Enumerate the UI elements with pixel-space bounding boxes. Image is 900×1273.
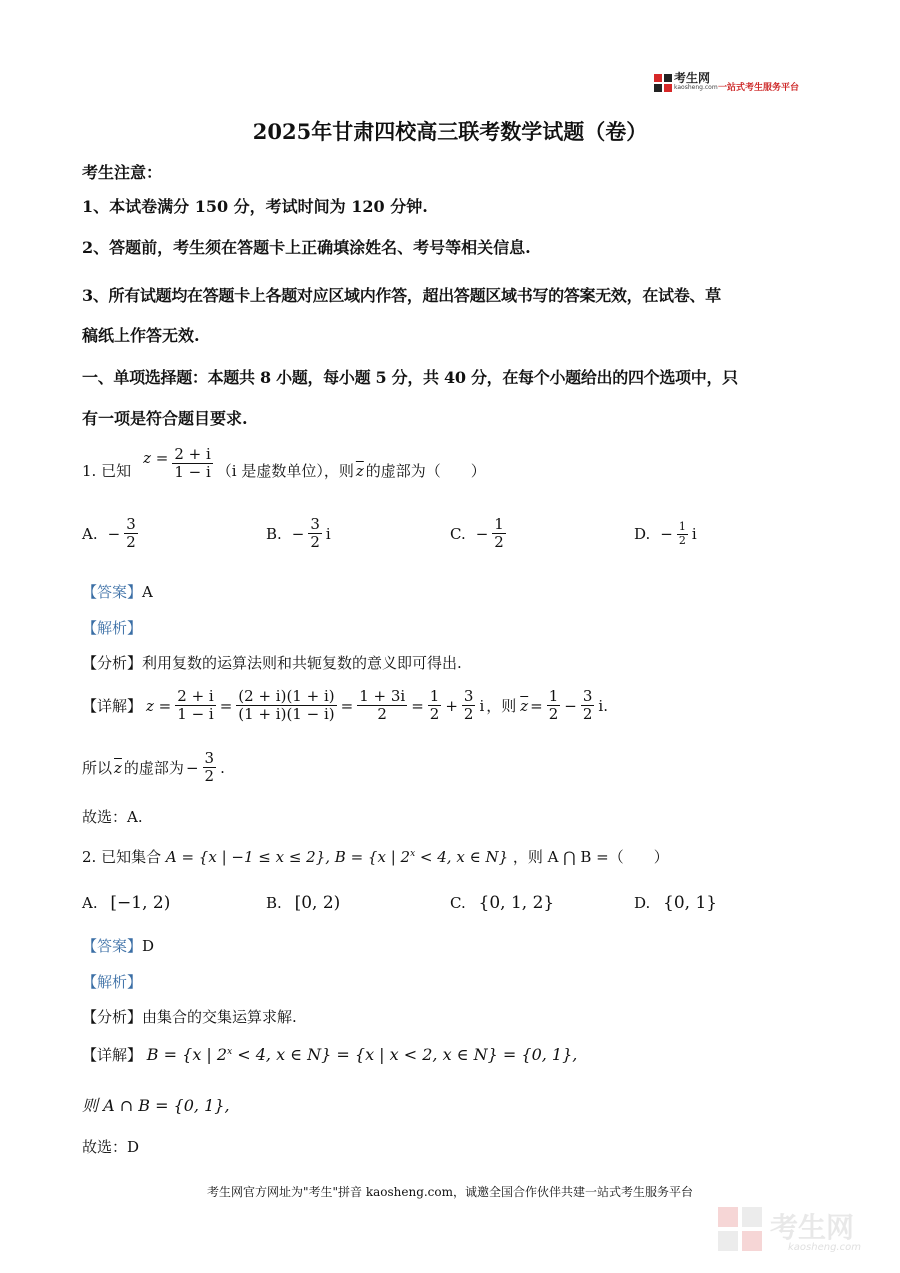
notice-heading: 考生注意： xyxy=(82,163,163,182)
q2-option-b xyxy=(266,893,340,913)
q2-option-a xyxy=(82,893,170,913)
q1-detail-end: i. xyxy=(598,696,608,715)
q1-option-a xyxy=(82,516,140,552)
q1-detail-z-eq: z = xyxy=(146,696,172,715)
q2-sup-x: x xyxy=(410,849,416,859)
q2-answer-tag: 【答案】 xyxy=(82,937,143,955)
q2-analysis-tag: 【解析】 xyxy=(82,973,143,991)
notice-item-2: 2、答题前，考生须在答题卡上正确填涂姓名、考号等相关信息. xyxy=(82,238,531,257)
q1-option-c-label: C. xyxy=(450,524,466,543)
q1-option-a-den: 2 xyxy=(126,533,136,552)
q1-option-b xyxy=(266,516,331,552)
q1-option-d-suffix: i xyxy=(691,525,697,544)
q1-answer-tag: 【答案】 xyxy=(82,583,143,601)
q1-detail-minus: − xyxy=(564,696,577,715)
q1-prefix: 1. 已知 xyxy=(82,462,132,481)
q1-option-b-den: 2 xyxy=(310,533,320,552)
q2-detail-a: B = {x | 2 xyxy=(146,1045,228,1064)
q2-option-d-value: {0, 1} xyxy=(663,893,718,913)
q1-z-label: z = xyxy=(143,448,169,467)
q1-answer-value: A xyxy=(142,583,153,601)
notice-item-3-line-2: 稿纸上作答无效. xyxy=(82,326,200,345)
q1-fenxi-text: 利用复数的运算法则和共轭复数的意义即可得出. xyxy=(142,654,462,672)
q1-conclusion-z: $\overline{z}$ xyxy=(114,758,122,777)
q1-detail-then: ，则 xyxy=(486,697,517,716)
q2-detail-sup: x xyxy=(227,1047,233,1057)
section-1-line-2: 有一项是符合题目要求. xyxy=(82,409,248,428)
q1-detail-f1-num: 2 + i xyxy=(177,687,214,705)
q1-option-c-sign: − xyxy=(475,524,489,543)
q1-detail-f2-num: (2 + i)(1 + i) xyxy=(238,687,335,705)
q1-detail-f3-den: 2 xyxy=(377,705,387,724)
header-logo-text xyxy=(674,72,718,91)
notice-item-1: 1、本试卷满分 150 分，考试时间为 120 分钟. xyxy=(82,197,428,216)
footer-text: 考生网官方网址为"考生"拼音 kaosheng.com，诚邀全国合作伙伴共建一站式考生服务平台 xyxy=(206,1185,694,1199)
q1-answer xyxy=(82,581,153,602)
q1-conclusion: 所以 $\overline{z}$ 的虚部为 − $\frac{3}{2}$ . xyxy=(82,749,225,786)
q1-z-bar: $\overline{z}$ xyxy=(355,461,364,480)
q2-stem-end: ，则 A ⋂ B =（ ） xyxy=(512,848,669,866)
q1-detail-f4-num: 1 xyxy=(429,687,440,705)
q1-z-numerator: 2 + i xyxy=(174,445,211,463)
q1-fenxi xyxy=(82,652,462,673)
logo-name: 考生网 xyxy=(674,71,711,85)
q1-option-d-num: 1 xyxy=(678,520,686,533)
q1-stem-rest: （i 是虚数单位），则 xyxy=(216,462,354,481)
q1-option-a-sign: − xyxy=(107,524,121,543)
q1-detail-zbar: $\overline{z}$ xyxy=(520,696,529,715)
q2-fenxi-tag: 【分析】 xyxy=(82,1008,143,1026)
header-slogan: 一站式考生服务平台 xyxy=(718,83,800,93)
q1-detail-plus: + xyxy=(445,696,458,715)
q2-choose: 故选：D xyxy=(82,1138,140,1156)
q2-option-b-value: [0, 2) xyxy=(294,893,341,913)
q1-option-c-num: 1 xyxy=(494,515,504,533)
q1-detail-i: i xyxy=(479,696,485,715)
q2-option-d xyxy=(634,893,717,913)
q2-stem-prefix: 2. 已知集合 xyxy=(82,848,162,866)
q2-answer xyxy=(82,935,154,956)
q2-set-a: A = {x | −1 ≤ x ≤ 2}, B = {x | 2 xyxy=(165,848,411,866)
q2-detail-b: < 4, x ∈ N} = {x | x < 2, x ∈ N} = {0, 1}, xyxy=(232,1045,578,1064)
notice-item-3-line-1: 3、所有试题均在答题卡上各题对应区域内作答，超出答题区域书写的答案无效，在试卷、草 xyxy=(82,286,721,305)
q1-option-d xyxy=(634,521,697,547)
q2-stem xyxy=(82,846,669,867)
watermark-cn: 考生网 xyxy=(770,1211,855,1244)
q1-stem-end: 的虚部为（ ） xyxy=(365,462,486,481)
q1-detail-f6-den: 2 xyxy=(548,705,559,724)
q1-detail-f5-den: 2 xyxy=(463,705,474,724)
section-1-line-1: 一、单项选择题：本题共 8 小题，每小题 5 分，共 40 分，在每个小题给出的四个选项中，只 xyxy=(82,368,738,387)
q2-detail xyxy=(82,1044,577,1065)
q1-option-d-label: D. xyxy=(634,525,651,544)
q2-option-a-label: A. xyxy=(82,894,98,912)
q1-option-a-num: 3 xyxy=(126,515,136,533)
q1-detail-f7-den: 2 xyxy=(582,705,593,724)
q1-fenxi-tag: 【分析】 xyxy=(82,654,143,672)
q1-option-d-den: 2 xyxy=(678,533,686,547)
logo-domain: kaosheng.com xyxy=(674,84,718,91)
q1-stem xyxy=(82,446,486,482)
q1-conclusion-prefix: 所以 xyxy=(82,759,113,778)
q1-detail-f3-num: 1 + 3i xyxy=(359,687,406,705)
q1-z-fraction xyxy=(172,446,212,482)
q2-option-b-label: B. xyxy=(266,894,282,912)
q1-conclusion-den: 2 xyxy=(204,767,215,786)
q1-option-b-sign: − xyxy=(291,524,305,543)
q2-fenxi-text: 由集合的交集运算求解. xyxy=(142,1008,297,1026)
watermark-en: kaosheng.com xyxy=(788,1242,861,1253)
q1-option-a-label: A. xyxy=(82,524,98,543)
q1-option-b-suffix: i xyxy=(325,524,331,543)
q1-conclusion-mid: 的虚部为 xyxy=(123,759,184,778)
q2-option-d-label: D. xyxy=(634,894,651,912)
q1-detail-f1-den: 1 − i xyxy=(177,705,214,724)
q2-option-c xyxy=(450,893,554,913)
q1-choose: 故选：A. xyxy=(82,808,143,826)
kaosheng-logo-icon xyxy=(654,74,672,92)
page-title: 2025年甘肃四校高三联考数学试题（卷） xyxy=(252,119,648,144)
q2-option-c-label: C. xyxy=(450,894,466,912)
q1-option-b-label: B. xyxy=(266,524,282,543)
q1-option-c-den: 2 xyxy=(494,533,504,552)
q1-detail-f7-num: 3 xyxy=(582,687,593,705)
q1-conclusion-num: 3 xyxy=(204,749,215,767)
q2-detail-tag: 【详解】 xyxy=(82,1046,143,1064)
q1-detail-tag: 【详解】 xyxy=(82,697,143,716)
q1-detail-f4-den: 2 xyxy=(429,705,440,724)
q1-analysis-tag: 【解析】 xyxy=(82,619,143,637)
q1-option-c xyxy=(450,516,508,552)
q1-detail-f5-num: 3 xyxy=(463,687,474,705)
q2-answer-value: D xyxy=(142,937,155,955)
q1-detail-f6-num: 1 xyxy=(548,687,559,705)
q1-option-b-num: 3 xyxy=(310,515,320,533)
q1-detail-f2-den: (1 + i)(1 − i) xyxy=(238,705,335,724)
q2-set-b-rest: < 4, x ∈ N} xyxy=(415,848,509,866)
q1-detail: 【详解】 z = $\frac{2 + i}{1 - i}$ = $\frac{(2 + i)(1 + i)}{(1 + i)(1 - i)}$ = $\frac{1 + 3i}{2}$ = $\frac{1}{2}$ + $\frac{3}{2}$ i ，则 $\overline{z}$ = $\frac{1}{2}$ − $\frac{3}{2}$ i. xyxy=(82,687,608,724)
q2-option-a-value: [−1, 2) xyxy=(110,893,171,913)
q1-option-d-sign: − xyxy=(660,525,673,544)
q2-fenxi xyxy=(82,1006,297,1027)
q2-then-line: 则 A ∩ B = {0, 1}, xyxy=(82,1096,230,1115)
q1-z-denominator: 1 − i xyxy=(174,463,211,482)
q2-option-c-value: {0, 1, 2} xyxy=(478,893,555,913)
